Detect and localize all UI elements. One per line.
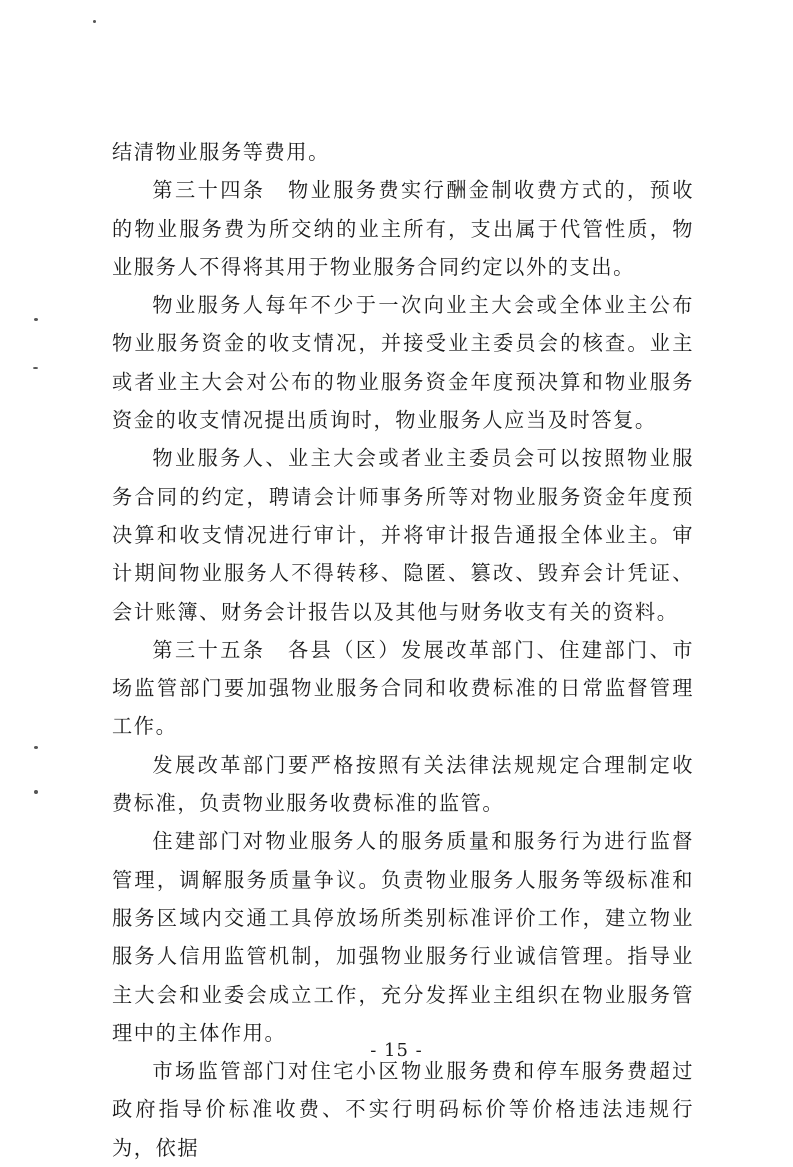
paragraph-7: 住建部门对物业服务人的服务质量和服务行为进行监督管理，调解服务质量争议。负责物业服务人服务等级标准和服务区域内交通工具停放场所类别标准评价工作，建立物业服务人信用监管机制，加强物业服务行业诚信管理。指导业主大会和业委会成立工作，充分发挥业主组织在物业服务管理中的主体作用。 [112, 829, 694, 1045]
body-text [112, 133, 694, 1167]
paragraph-1: 结清物业服务等费用。 [112, 140, 330, 164]
paragraph-6: 发展改革部门要严格按照有关法律法规规定合理制定收费标准，负责物业服务收费标准的监管。 [112, 752, 694, 816]
scan-speck [34, 746, 38, 749]
scan-speck [33, 367, 38, 369]
scan-speck [34, 790, 38, 794]
paragraph-3: 物业服务人每年不少于一次向业主大会或全体业主公布物业服务资金的收支情况，并接受业主委员会的核查。业主或者业主大会对公布的物业服务资金年度预决算和物业服务资金的收支情况提出质询时，物业服务人应当及时答复。 [112, 293, 694, 433]
scan-speck [93, 20, 96, 23]
paragraph-article-35: 第三十五条 各县（区）发展改革部门、住建部门、市场监管部门要加强物业服务合同和收费标准的日常监督管理工作。 [112, 637, 694, 739]
scan-speck [34, 318, 38, 321]
paragraph-8: 市场监管部门对住宅小区物业服务费和停车服务费超过政府指导价标准收费、不实行明码标价等价格违法违规行为，依据 [112, 1059, 694, 1160]
paragraph-4: 物业服务人、业主大会或者业主委员会可以按照物业服务合同的约定，聘请会计师事务所等对物业服务资金年度预决算和收支情况进行审计，并将审计报告通报全体业主。审计期间物业服务人不得转移、隐匿、篡改、毁弃会计凭证、会计账簿、财务会计报告以及其他与财务收支有关的资料。 [112, 446, 694, 624]
page-number: - 15 - [370, 1040, 423, 1061]
paragraph-article-34: 第三十四条 物业服务费实行酬金制收费方式的，预收的物业服务费为所交纳的业主所有，支出属于代管性质，物业服务人不得将其用于物业服务合同约定以外的支出。 [112, 178, 694, 279]
